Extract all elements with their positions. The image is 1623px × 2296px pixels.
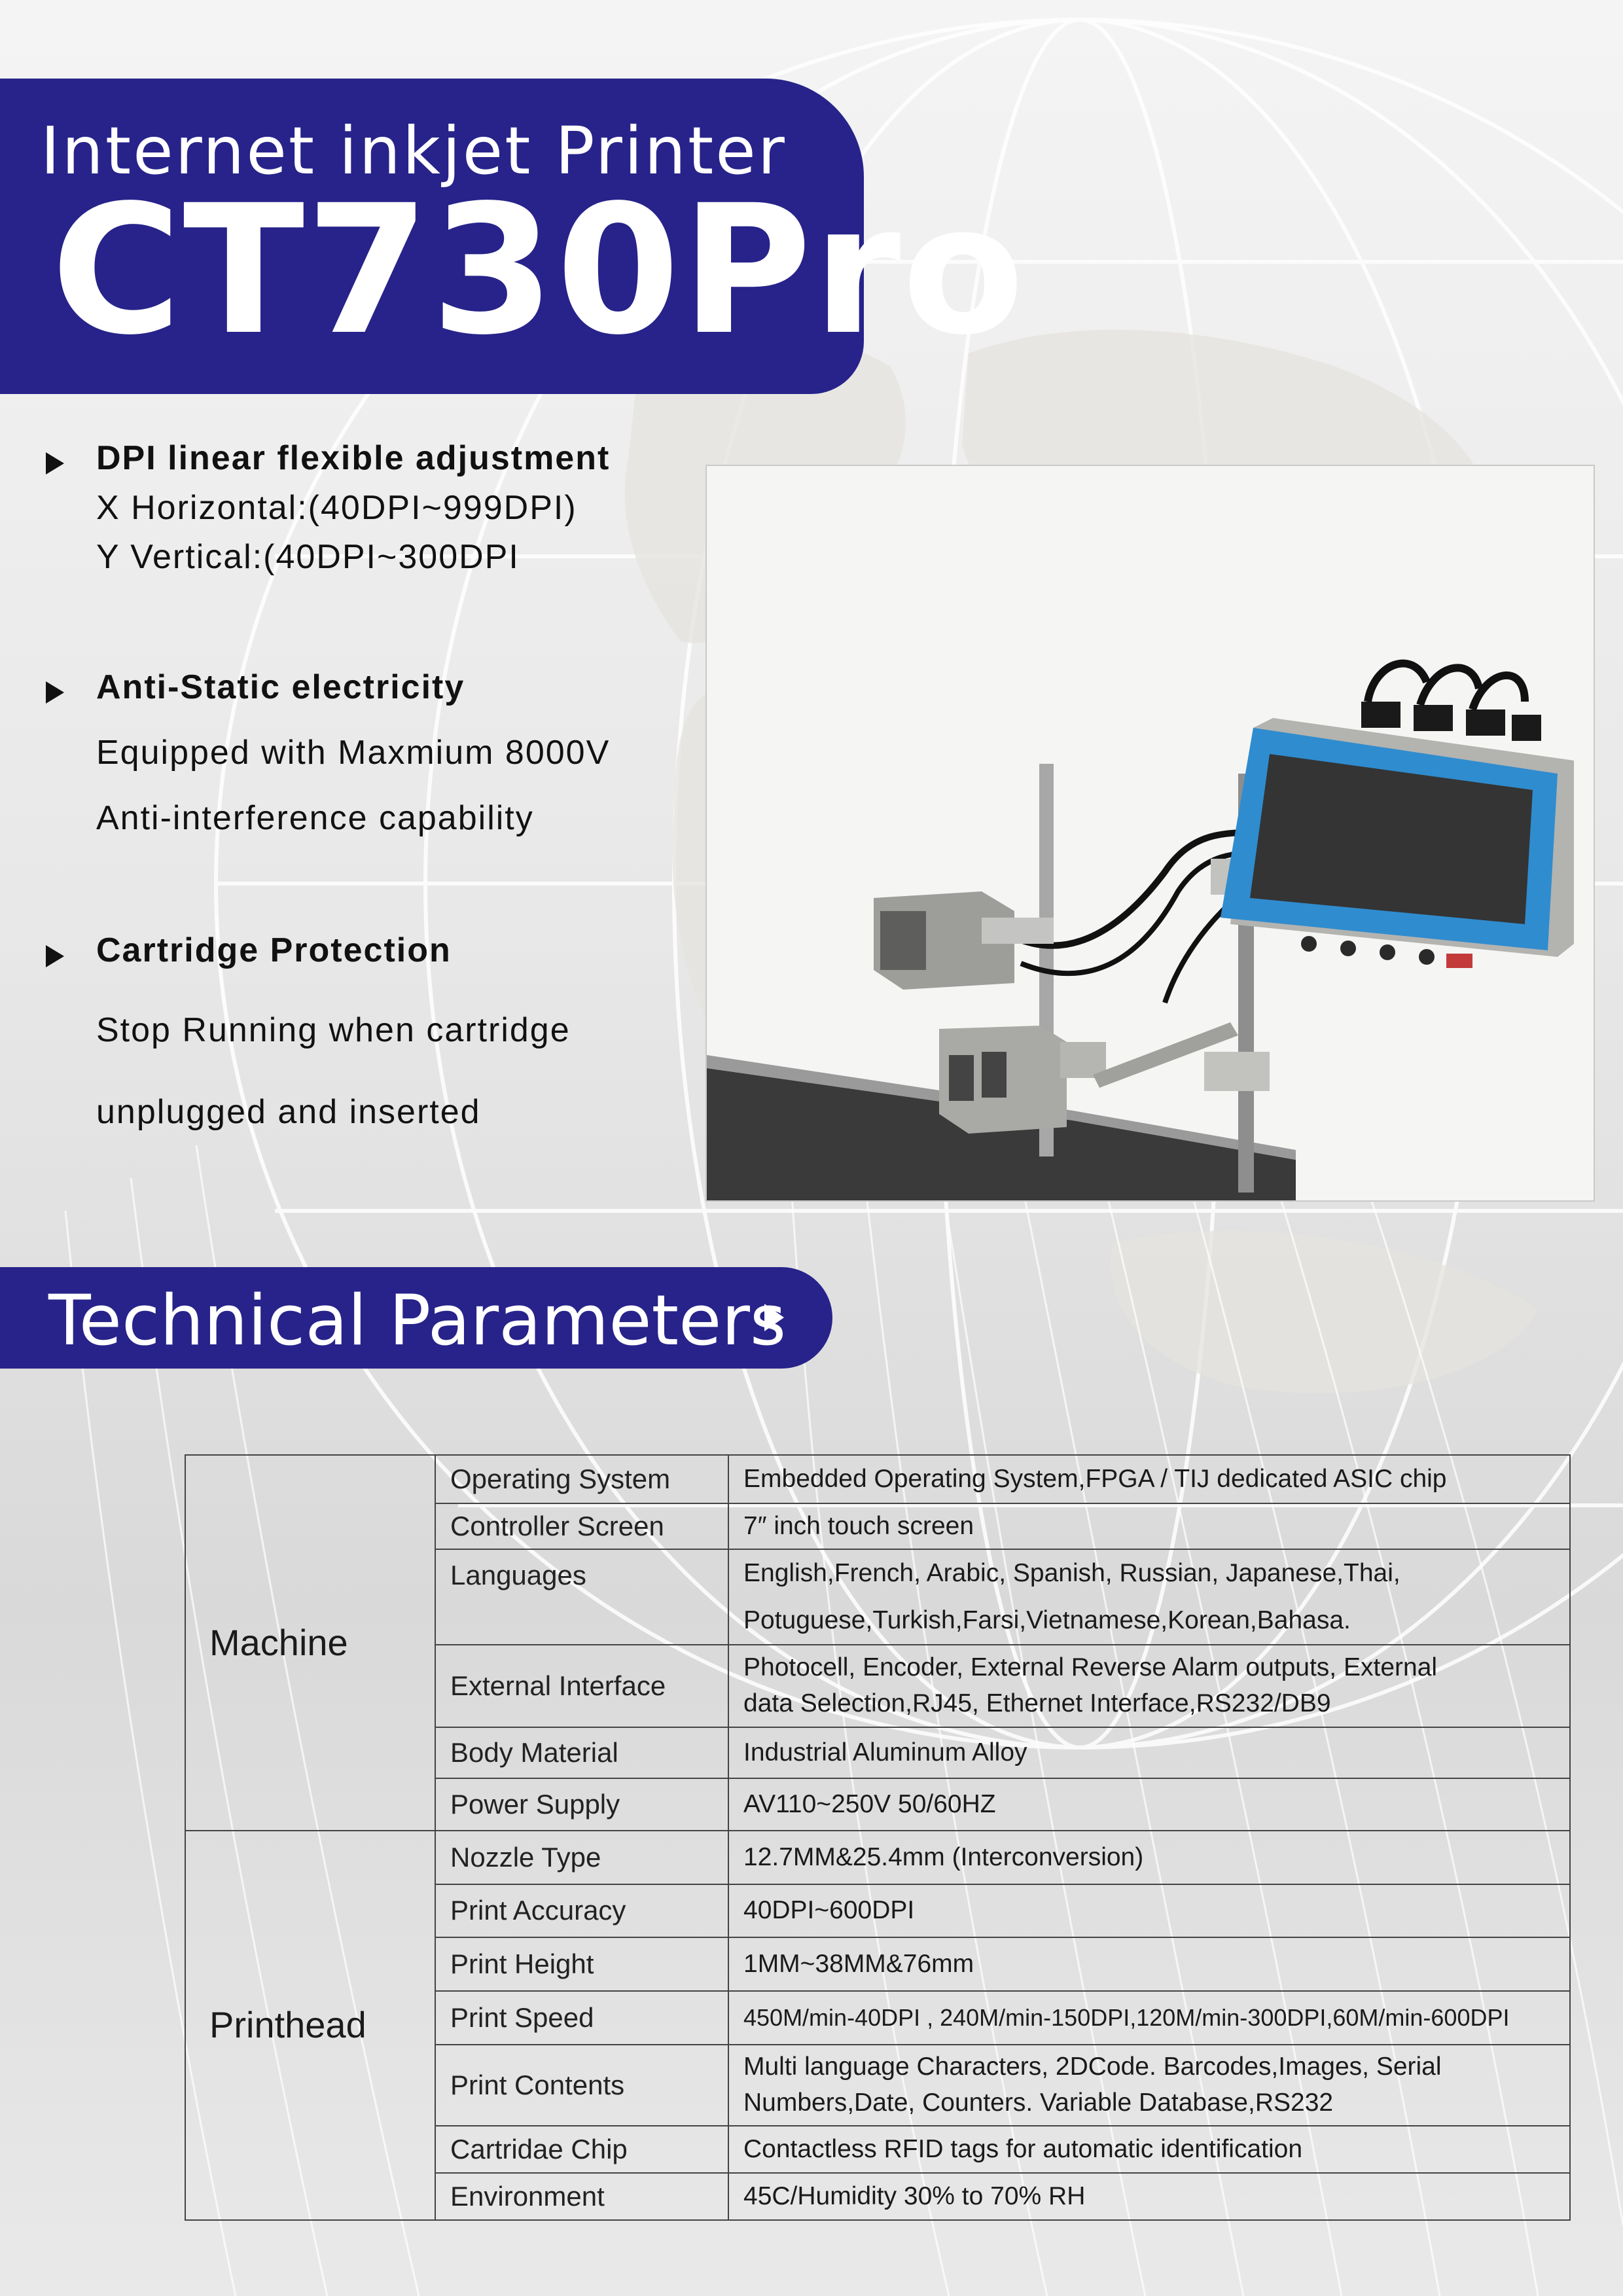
product-photo <box>705 465 1595 1202</box>
param-name: Operating System <box>435 1455 728 1503</box>
play-arrow-icon <box>764 1304 784 1331</box>
feature-title: DPI linear flexible adjustment <box>96 439 611 477</box>
feature-line: unplugged and inserted <box>96 1093 481 1131</box>
title-banner <box>0 79 1026 394</box>
triangle-bullet-icon <box>46 945 64 967</box>
param-name: Cartridae Chip <box>435 2126 728 2173</box>
param-name: Print Contents <box>435 2045 728 2126</box>
product-model: CT730Pro <box>51 168 1026 374</box>
table-row <box>185 1831 1570 1884</box>
printer-illustration <box>707 466 1594 1200</box>
param-value: Contactless RFID tags for automatic identification <box>728 2126 1570 2173</box>
group-label-machine: Machine <box>185 1455 435 1831</box>
parameters-table <box>185 1454 1571 2221</box>
param-value: 45C/Humidity 30% to 70% RH <box>728 2173 1570 2220</box>
table-row <box>185 1455 1570 1503</box>
param-name: Print Speed <box>435 1991 728 2045</box>
feature-line: Anti-interference capability <box>96 799 534 837</box>
triangle-bullet-icon <box>46 452 64 475</box>
feature-line: Stop Running when cartridge <box>96 1011 571 1049</box>
feature-line: Y Vertical:(40DPI~300DPI <box>96 538 520 576</box>
param-value: 450M/min-40DPI , 240M/min-150DPI,120M/min-300DPI,60M/min-600DPI <box>728 1991 1570 2045</box>
param-value: AV110~250V 50/60HZ <box>728 1778 1570 1831</box>
param-name: Print Accuracy <box>435 1884 728 1937</box>
param-value: 12.7MM&25.4mm (Interconversion) <box>728 1831 1570 1884</box>
param-name: External Interface <box>435 1645 728 1727</box>
param-name: Nozzle Type <box>435 1831 728 1884</box>
section-title: Technical Parameters <box>48 1280 787 1361</box>
technical-parameters-banner <box>0 1267 832 1369</box>
param-name: Languages <box>435 1549 728 1645</box>
triangle-bullet-icon <box>46 681 64 704</box>
feature-title: Cartridge Protection <box>96 931 452 969</box>
param-name: Controller Screen <box>435 1503 728 1549</box>
feature-title: Anti-Static electricity <box>96 668 465 706</box>
param-value: 7″ inch touch screen <box>728 1503 1570 1549</box>
group-label-printhead: Printhead <box>185 1831 435 2220</box>
feature-line: X Horizontal:(40DPI~999DPI) <box>96 489 577 527</box>
param-value: English,French, Arabic, Spanish, Russian, Japanese,Thai, Potuguese,Turkish,Farsi,Vietnamese,Korean,Bahasa. <box>728 1549 1570 1645</box>
param-value: Multi language Characters, 2DCode. Barcodes,Images, Serial Numbers,Date, Counters. Variable Database,RS232 <box>728 2045 1570 2126</box>
param-value: Industrial Aluminum Alloy <box>728 1727 1570 1778</box>
param-value: 1MM~38MM&76mm <box>728 1937 1570 1991</box>
param-value: Photocell, Encoder, External Reverse Alarm outputs, External data Selection,RJ45, Ethernet Interface,RS232/DB9 <box>728 1645 1570 1727</box>
param-name: Power Supply <box>435 1778 728 1831</box>
param-value: 40DPI~600DPI <box>728 1884 1570 1937</box>
param-value: Embedded Operating System,FPGA / TIJ dedicated ASIC chip <box>728 1455 1570 1503</box>
param-name: Body Material <box>435 1727 728 1778</box>
feature-line: Equipped with Maxmium 8000V <box>96 734 611 772</box>
param-name: Environment <box>435 2173 728 2220</box>
product-subtitle: Internet inkjet Printer <box>41 113 787 189</box>
param-name: Print Height <box>435 1937 728 1991</box>
